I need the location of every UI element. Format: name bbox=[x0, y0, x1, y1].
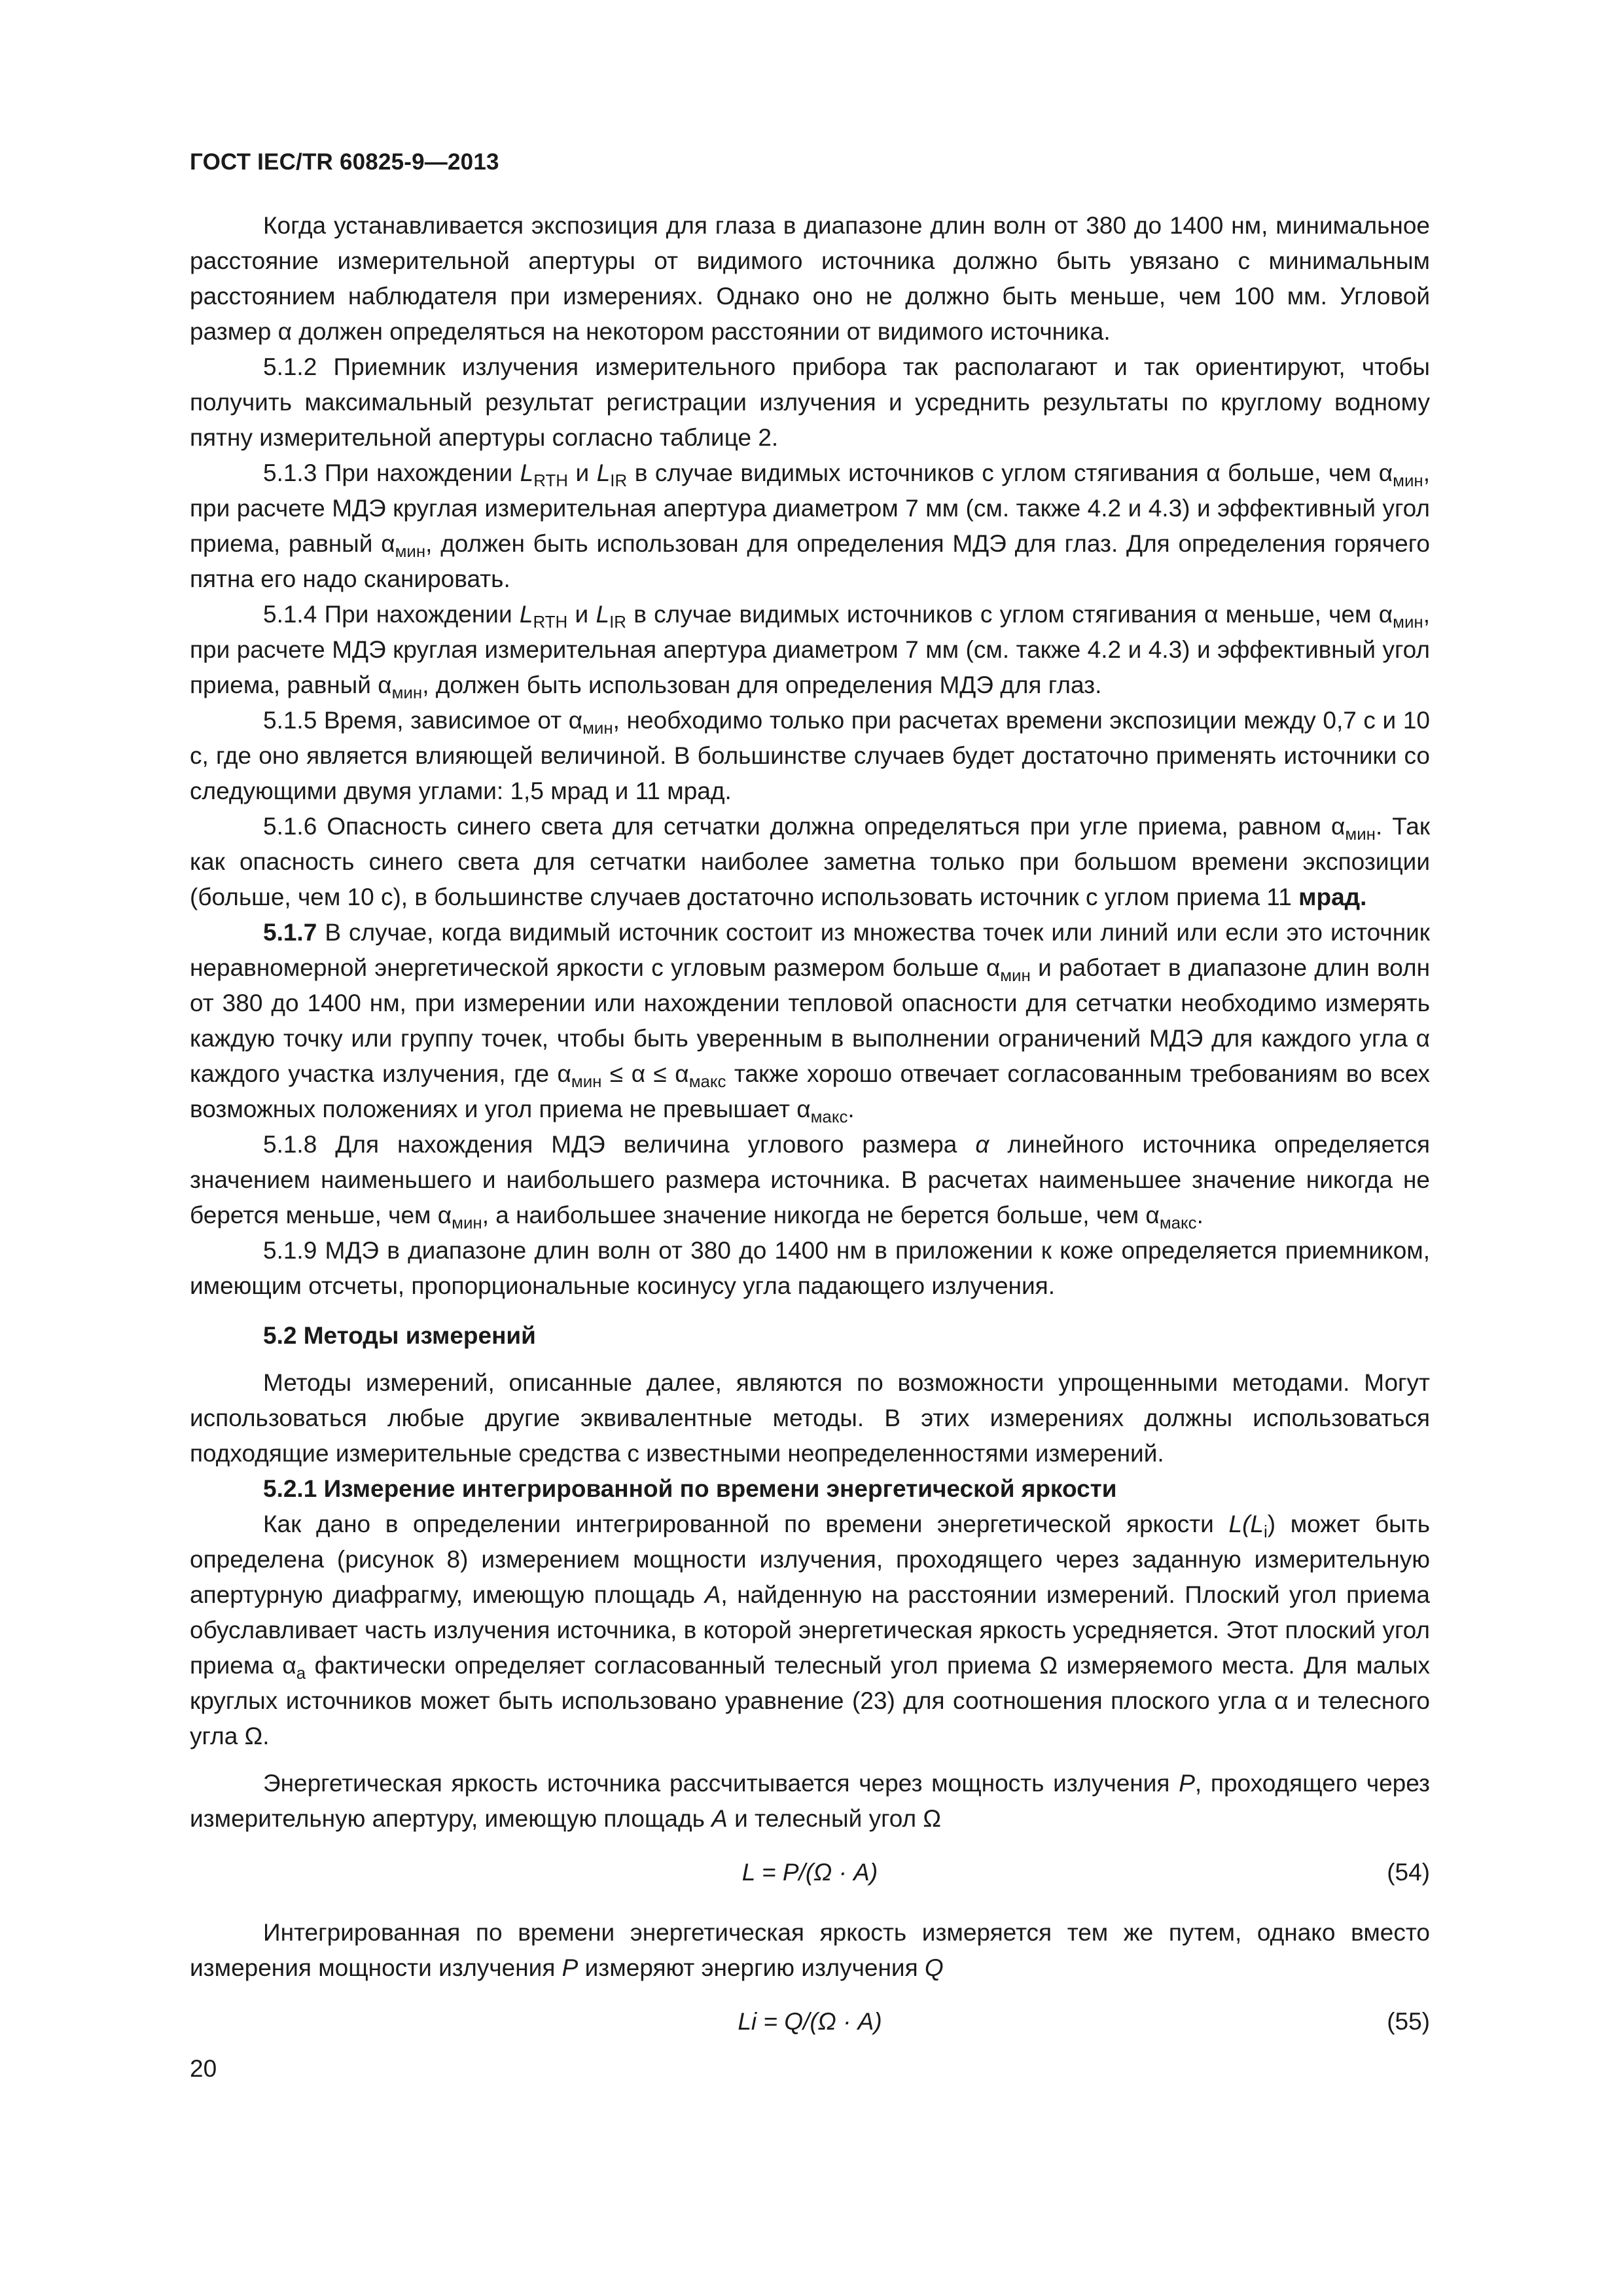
paragraph-integrated: Интегрированная по времени энергетическая яркость измеряется тем же путем, однако вместо измерения мощности излучения P измеряют энергию излучения Q bbox=[190, 1919, 1430, 1981]
formula-54 bbox=[190, 1846, 1430, 1901]
paragraph-5-1-7: 5.1.7 В случае, когда видимый источник состоит из множества точек или линий или если это источник неравномерной энергетической яркости с угловым размером больше $\alpha_{мин}$ и работает в диапазоне длин волн от 380 до 1400 нм, при измерении или нахождении тепловой опасности для сетчатки необходимо измерять каждую точку или группу точек, чтобы быть уверенным в выполнении ограничений МДЭ для каждого угла α каждого участка излучения, где $\alpha_{мин} \le \alpha \le \alpha_{макс}$ также хорошо отвечает согласованным требованиям во всех возможных положениях и угол приема не превышает $\alpha_{макс}$. bbox=[190, 919, 1430, 1126]
formula-expression: Li = Q/(Ω · A) bbox=[738, 2008, 882, 2035]
paragraph-5-1-8: 5.1.8 Для нахождения МДЭ величина углового размера α линейного источника определяется значением наименьшего и наибольшего размера источника. В расчетах наименьшее значение никогда не берется меньше, чем $\alpha_{мин}$, а наибольшее значение никогда не берется больше, чем $\alpha_{макс}$. bbox=[190, 1131, 1430, 1232]
formula-number: (54) bbox=[1387, 1859, 1430, 1886]
paragraph-5-1-2: 5.1.2 Приемник излучения измерительного прибора так располагают и так ориентируют, чтобы получить максимальный результат регистрации излучения и усреднить результаты по круглому водному пятну измерительной апертуры согласно таблице 2. bbox=[190, 353, 1430, 451]
standard-header: ГОСТ IEC/TR 60825-9—2013 bbox=[190, 149, 499, 175]
paragraph-5-1-6: 5.1.6 Опасность синего света для сетчатки должна определяться при угле приема, равном $\alpha_{мин}$. Так как опасность синего света для сетчатки наиболее заметна только при большом времени экспозиции (больше, чем 10 с), в большинстве случаев достаточно использовать источник с углом приема 11 мрад. bbox=[190, 813, 1431, 910]
formula-number: (55) bbox=[1387, 2008, 1430, 2035]
paragraph-5-1-4: 5.1.4 При нахождении $L_{RTH}$ и $L_{IR}$ в случае видимых источников с углом стягивания α меньше, чем $\alpha_{мин}$, при расчете МДЭ круглая измерительная апертура диаметром 7 мм (см. также 4.2 и 4.3) и эффективный угол приема, равный $\alpha_{мин}$, должен быть использован для определения МДЭ для глаз. bbox=[190, 601, 1430, 702]
paragraph-energy: Энергетическая яркость источника рассчитывается через мощность излучения P, проходящего через измерительную апертуру, имеющую площадь A и телесный угол Ω bbox=[190, 1770, 1430, 1832]
document-body bbox=[190, 208, 1430, 2064]
paragraph-5-2: Методы измерений, описанные далее, являются по возможности упрощенными методами. Могут использоваться любые другие эквивалентные методы. В этих измерениях должны использоваться подходящие измерительные средства с известными неопределенностями измерений. bbox=[190, 1369, 1430, 1467]
paragraph-intro: Когда устанавливается экспозиция для глаза в диапазоне длин волн от 380 до 1400 нм, минимальное расстояние измерительной апертуры от видимого источника должно быть увязано с минимальным расстоянием наблюдателя при измерениях. Однако оно не должно быть меньше, чем 100 мм. Угловой размер α должен определяться на некотором расстоянии от видимого источника. bbox=[190, 212, 1430, 345]
paragraph-5-1-9: 5.1.9 МДЭ в диапазоне длин волн от 380 до 1400 нм в приложении к коже определяется приемником, имеющим отсчеты, пропорциональные косинусу угла падающего излучения. bbox=[190, 1237, 1430, 1299]
section-heading-5-2-1: 5.2.1 Измерение интегрированной по времени энергетической яркости bbox=[263, 1475, 1117, 1502]
formula-expression: L = P/(Ω · A) bbox=[741, 1859, 878, 1886]
paragraph-5-1-5: 5.1.5 Время, зависимое от $\alpha_{мин}$, необходимо только при расчетах времени экспозиции между 0,7 с и 10 с, где оно является влияющей величиной. В большинстве случаев будет достаточно применять источники со следующими двумя углами: 1,5 мрад и 11 мрад. bbox=[190, 707, 1430, 804]
section-heading-5-2: 5.2 Методы измерений bbox=[263, 1322, 536, 1349]
paragraph-5-1-3: 5.1.3 При нахождении $L_{RTH}$ и $L_{IR}$ в случае видимых источников с углом стягивания α больше, чем $\alpha_{мин}$, при расчете МДЭ круглая измерительная апертура диаметром 7 мм (см. также 4.2 и 4.3) и эффективный угол приема, равный $\alpha_{мин}$, должен быть использован для определения МДЭ для глаз. Для определения горячего пятна его надо сканировать. bbox=[190, 459, 1430, 592]
paragraph-5-2-1: Как дано в определении интегрированной по времени энергетической яркости $L(L_i)$ может быть определена (рисунок 8) измерением мощности излучения, проходящего через заданную измерительную апертурную диафрагму, имеющую площадь A, найденную на расстоянии измерений. Плоский угол приема обуславливает часть излучения источника, в которой энергетическая яркость усредняется. Этот плоский угол приема $\alpha_a$ фактически определяет согласованный телесный угол приема Ω измеряемого места. Для малых круглых источников может быть использовано уравнение (23) для соотношения плоского угла α и телесного угла Ω. bbox=[190, 1511, 1430, 1749]
page-number: 20 bbox=[190, 2055, 217, 2082]
formula-55 bbox=[190, 1995, 1430, 2050]
